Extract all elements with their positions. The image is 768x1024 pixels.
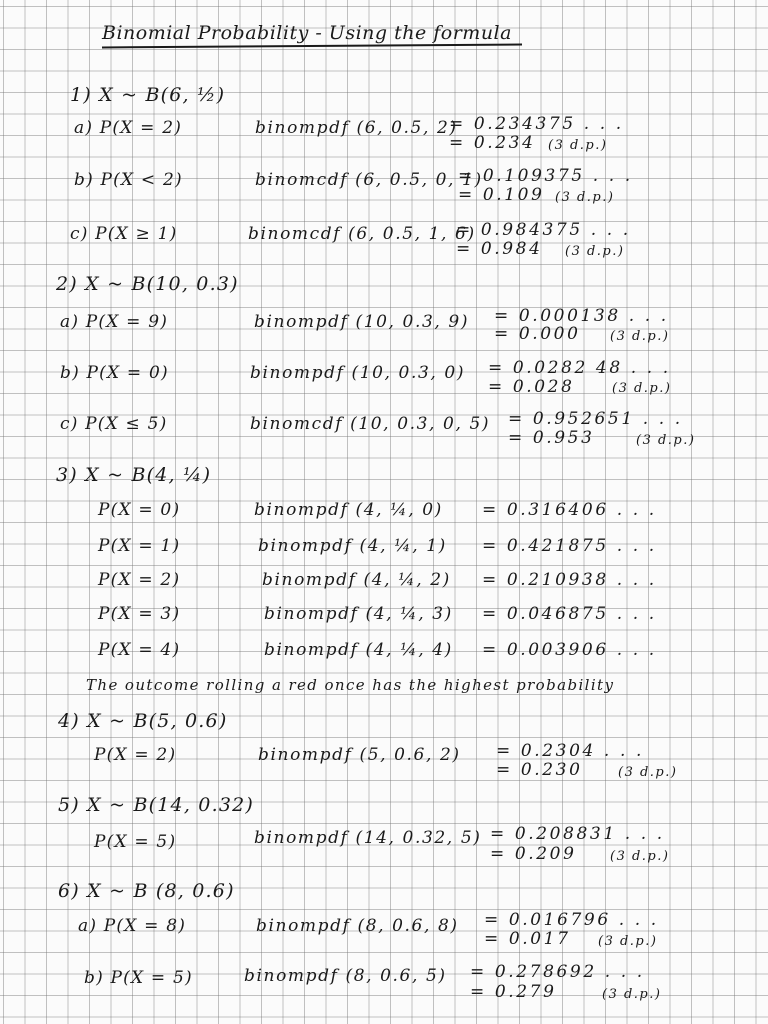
q6-a-dp: (3 d.p.) (598, 934, 658, 949)
q1-a-rounded: = 0.234 (449, 133, 536, 153)
q2-a-result: = 0.000138 . . . (494, 306, 669, 326)
q3-row-2-command: binompdf (4, ¼, 2) (262, 570, 451, 590)
q4-label: P(X = 2) (94, 745, 177, 765)
q1-b-dp: (3 d.p.) (555, 190, 615, 205)
q5-dp: (3 d.p.) (610, 849, 670, 864)
q2-c-rounded: = 0.953 (508, 428, 595, 448)
q4-command: binompdf (5, 0.6, 2) (258, 745, 461, 765)
q3-row-0-result: = 0.316406 . . . (482, 500, 657, 520)
q1-a-command: binompdf (6, 0.5, 2) (255, 118, 458, 138)
title-underline (102, 44, 522, 48)
q6-a-label: a) P(X = 8) (78, 916, 187, 936)
q3-row-4-result: = 0.003906 . . . (482, 640, 657, 660)
q5-rounded: = 0.209 (490, 844, 577, 864)
q1-c-rounded: = 0.984 (456, 239, 543, 259)
q2-c-label: c) P(X ≤ 5) (60, 414, 168, 434)
q2-c-dp: (3 d.p.) (636, 433, 696, 448)
q6-a-rounded: = 0.017 (484, 929, 571, 949)
q3-row-0-command: binompdf (4, ¼, 0) (254, 500, 443, 520)
q1-c-dp: (3 d.p.) (565, 244, 625, 259)
q3-conclusion: The outcome rolling a red once has the highest probability (86, 676, 615, 694)
q6-a-result: = 0.016796 . . . (484, 910, 659, 930)
q6-b-command: binompdf (8, 0.6, 5) (244, 966, 447, 986)
q1-c-command: binomcdf (6, 0.5, 1, 6) (248, 224, 476, 244)
q1-b-command: binomcdf (6, 0.5, 0, 1) (255, 170, 483, 190)
q3-heading: 3) X ~ B(4, ¼) (56, 464, 212, 486)
q2-a-command: binompdf (10, 0.3, 9) (254, 312, 470, 332)
q3-row-2-label: P(X = 2) (98, 570, 181, 590)
q3-row-1-result: = 0.421875 . . . (482, 536, 657, 556)
page-title: Binomial Probability - Using the formula (102, 22, 512, 44)
q4-heading: 4) X ~ B(5, 0.6) (58, 710, 228, 732)
q1-heading: 1) X ~ B(6, ½) (70, 84, 226, 106)
q2-b-command: binompdf (10, 0.3, 0) (250, 363, 466, 383)
q4-dp: (3 d.p.) (618, 765, 678, 780)
q6-b-result: = 0.278692 . . . (470, 962, 645, 982)
q3-row-0-label: P(X = 0) (98, 500, 181, 520)
q1-a-label: a) P(X = 2) (74, 118, 183, 138)
q3-row-1-command: binompdf (4, ¼, 1) (258, 536, 447, 556)
q3-row-4-command: binompdf (4, ¼, 4) (264, 640, 453, 660)
q6-heading: 6) X ~ B (8, 0.6) (58, 880, 235, 902)
q5-label: P(X = 5) (94, 832, 177, 852)
q2-a-label: a) P(X = 9) (60, 312, 169, 332)
q3-row-4-label: P(X = 4) (98, 640, 181, 660)
q3-row-3-result: = 0.046875 . . . (482, 604, 657, 624)
q2-c-result: = 0.952651 . . . (508, 409, 683, 429)
q5-command: binompdf (14, 0.32, 5) (254, 828, 482, 848)
q1-c-label: c) P(X ≥ 1) (70, 224, 178, 244)
q3-row-1-label: P(X = 1) (98, 536, 181, 556)
q4-result: = 0.2304 . . . (496, 741, 644, 761)
q6-b-rounded: = 0.279 (470, 982, 557, 1002)
q2-c-command: binomcdf (10, 0.3, 0, 5) (250, 414, 491, 434)
q1-a-dp: (3 d.p.) (548, 138, 608, 153)
q2-b-label: b) P(X = 0) (60, 363, 169, 383)
q6-b-label: b) P(X = 5) (84, 968, 193, 988)
q6-b-dp: (3 d.p.) (602, 987, 662, 1002)
q6-a-command: binompdf (8, 0.6, 8) (256, 916, 459, 936)
q4-rounded: = 0.230 (496, 760, 583, 780)
q3-row-2-result: = 0.210938 . . . (482, 570, 657, 590)
q5-heading: 5) X ~ B(14, 0.32) (58, 794, 255, 816)
q2-a-rounded: = 0.000 (494, 324, 581, 344)
q1-c-result: = 0.984375 . . . (456, 220, 631, 240)
q5-result: = 0.208831 . . . (490, 824, 665, 844)
q1-b-label: b) P(X < 2) (74, 170, 183, 190)
q2-b-rounded: = 0.028 (488, 377, 575, 397)
q2-a-dp: (3 d.p.) (610, 329, 670, 344)
q1-a-result: = 0.234375 . . . (449, 114, 624, 134)
q1-b-result: = 0.109375 . . . (458, 166, 633, 186)
q3-row-3-label: P(X = 3) (98, 604, 181, 624)
q1-b-rounded: = 0.109 (458, 185, 545, 205)
q3-row-3-command: binompdf (4, ¼, 3) (264, 604, 453, 624)
q2-b-dp: (3 d.p.) (612, 381, 672, 396)
q2-heading: 2) X ~ B(10, 0.3) (56, 273, 239, 295)
q2-b-result: = 0.0282 48 . . . (488, 358, 671, 378)
